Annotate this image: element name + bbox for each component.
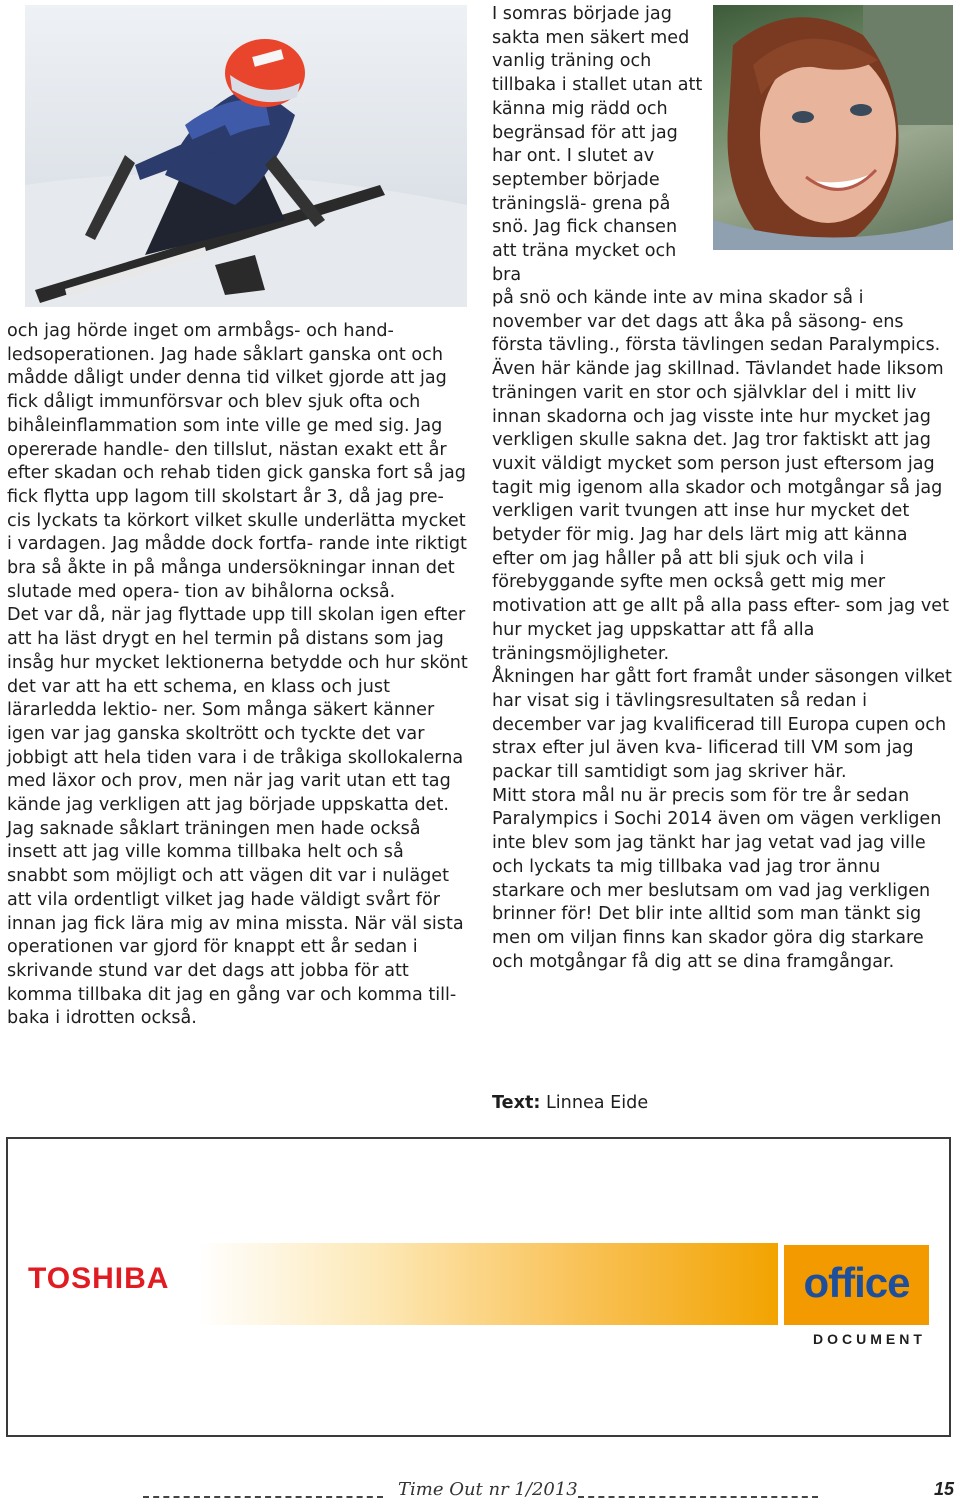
article-column-right bbox=[492, 287, 954, 974]
paragraph: Mitt stora mål nu är precis som för tre år sedan Paralympics i Sochi 2014 även om vägen verkligen inte blev som jag tänkt har jag vetat vad jag ville och lyckats ta mig tillbaka vad jag tror ännu starkare och mer beslutsam om vad jag verkligen brinner för! Det blir inte alltid som man tänkt sig men om viljan finns kan skador göra dig starkare och motgångar få dig att se dina framgångar. bbox=[492, 785, 942, 972]
paragraph: Även här kände jag skillnad. Tävlandet hade liksom träningen varit en stor och självklar del i mitt liv innan skadorna och jag visste inte hur mycket jag verkligen skulle sakna det. Jag tror faktiskt att jag vuxit väldigt mycket som person just eftersom jag tagit mig igenom alla skador och motgångar så jag verkligen varit tvungen att inse hur mycket det betyder för mig. Jag har dels lärt mig att känna efter om jag håller på att bli sjuk och vila i förebyggande syfte men också gett mig mer motivation att ge allt på alla pass efter- som jag vet hur mycket jag uppskattar att få alla träningsmöjligheter. bbox=[492, 359, 950, 664]
byline-label: Text: bbox=[492, 1093, 541, 1113]
office-logo-word: office bbox=[803, 1259, 910, 1306]
footer-rule-right bbox=[578, 1496, 818, 1498]
paragraph: I somras började jag sakta men säkert med vanlig träning och tillbaka i stallet utan att känna mig rädd och begränsad för att jag har ont. I slutet av september började träningslä- grena på snö. Jag fick chansen att träna mycket och bra bbox=[492, 4, 703, 285]
portrait-photo bbox=[713, 5, 953, 250]
paragraph: och jag hörde inget om armbågs- och hand- ledsoperationen. Jag hade såklart ganska ont och mådde dåligt under denna tid vilket gjorde att jag fick dåligt immunförsvar och blev sjuk ofta och bihåleinflammation som inte ville ge med sig. Jag opererade handle- den tillslut, nästan exakt ett år efter skadan och rehab tiden gick ganska fort så jag fick flytta upp lagom till skolstart år 3, då jag pre- cis lyckats ta körkort vilket skulle underlätta mycket i vardagen. Jag mådde dock fortfa- rande inte riktigt bra så åkte in på många undersökningar innan det slutade med opera- tion av bihålorna också. bbox=[7, 321, 467, 602]
paragraph: Det var då, när jag flyttade upp till skolan igen efter att ha läst drygt en hel termin på distans som jag insåg hur mycket lektionerna betydde och hur skönt det var att ha ett schema, en klass och just lärarledda lektio- ner. Som många säkert känner igen var jag ganska skoltrött och tyckte det var jobbigt att hela tiden vara i de tråkiga skollokalerna med läxor och prov, men när jag varit utan ett tag kände jag verkligen att jag började uppskatta det. Jag saknade såklart träningen men hade också insett att jag ville komma tillbaka helt och så snabbt som möjligt och att vägen dit var i nuläget att vila ordentligt vilket jag hade väldigt svårt för innan jag fick lära mig av mina missta. När väl sista operationen var gjord för knappt ett år sedan i skrivande stund var det dags att jobba för att komma tillbaka dit jag en gång var och komma till- baka i idrotten också. bbox=[7, 605, 468, 1029]
article-column-right-top bbox=[492, 3, 707, 287]
page-number: 15 bbox=[934, 1479, 955, 1499]
office-logo-subtitle: DOCUMENT bbox=[813, 1331, 926, 1347]
byline-author: Linnea Eide bbox=[545, 1093, 649, 1113]
byline bbox=[492, 1093, 648, 1113]
article-column-left bbox=[7, 320, 469, 1031]
office-logo bbox=[784, 1245, 929, 1325]
toshiba-logo: TOSHIBA bbox=[28, 1262, 170, 1295]
sit-ski-photo bbox=[25, 5, 467, 307]
paragraph: Åkningen har gått fort framåt under säsongen vilket har visat sig i tävlingsresultaten så redan i december var jag kvalificerad till Europa cupen och strax efter jul även kva- lificerad till VM som jag packar till samtidigt som jag skriver här. bbox=[492, 667, 952, 783]
ad-gradient-band bbox=[198, 1243, 778, 1325]
footer-magazine-issue: Time Out nr 1/2013 bbox=[398, 1479, 578, 1500]
footer-rule-left bbox=[143, 1496, 383, 1498]
paragraph: på snö och kände inte av mina skador så i november var det dags att åka på säsong- ens första tävling., första tävlingen sedan Paralympics. bbox=[492, 288, 941, 356]
